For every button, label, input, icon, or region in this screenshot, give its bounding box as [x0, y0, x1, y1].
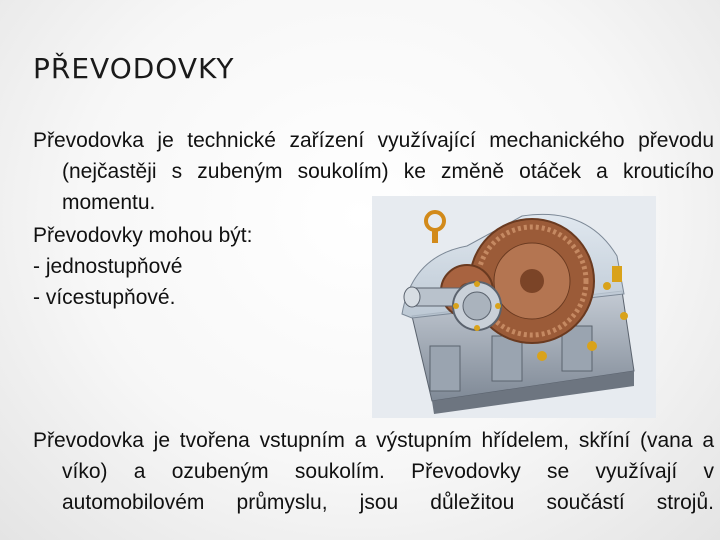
type-single-stage: - jednostupňové	[33, 255, 183, 278]
types-intro: Převodovky mohou být:	[33, 224, 253, 247]
paragraph-composition: Převodovka je tvořena vstupním a výstupním hřídelem, skříní (vana a víko) a ozubeným soukolím. Převodovky se využívají v automobilovém průmyslu, jsou důležitou součástí strojů.	[33, 429, 714, 514]
gearbox-icon	[372, 196, 656, 418]
paragraph-definition: Převodovka je technické zařízení využívající mechanického převodu (nejčastěji s zubeným soukolím) ke změně otáček a krouticího momentu.	[33, 129, 714, 214]
slide-title: PŘEVODOVKY	[33, 52, 235, 85]
gearbox-image	[372, 196, 656, 418]
type-multi-stage: - vícestupňové.	[33, 286, 176, 309]
